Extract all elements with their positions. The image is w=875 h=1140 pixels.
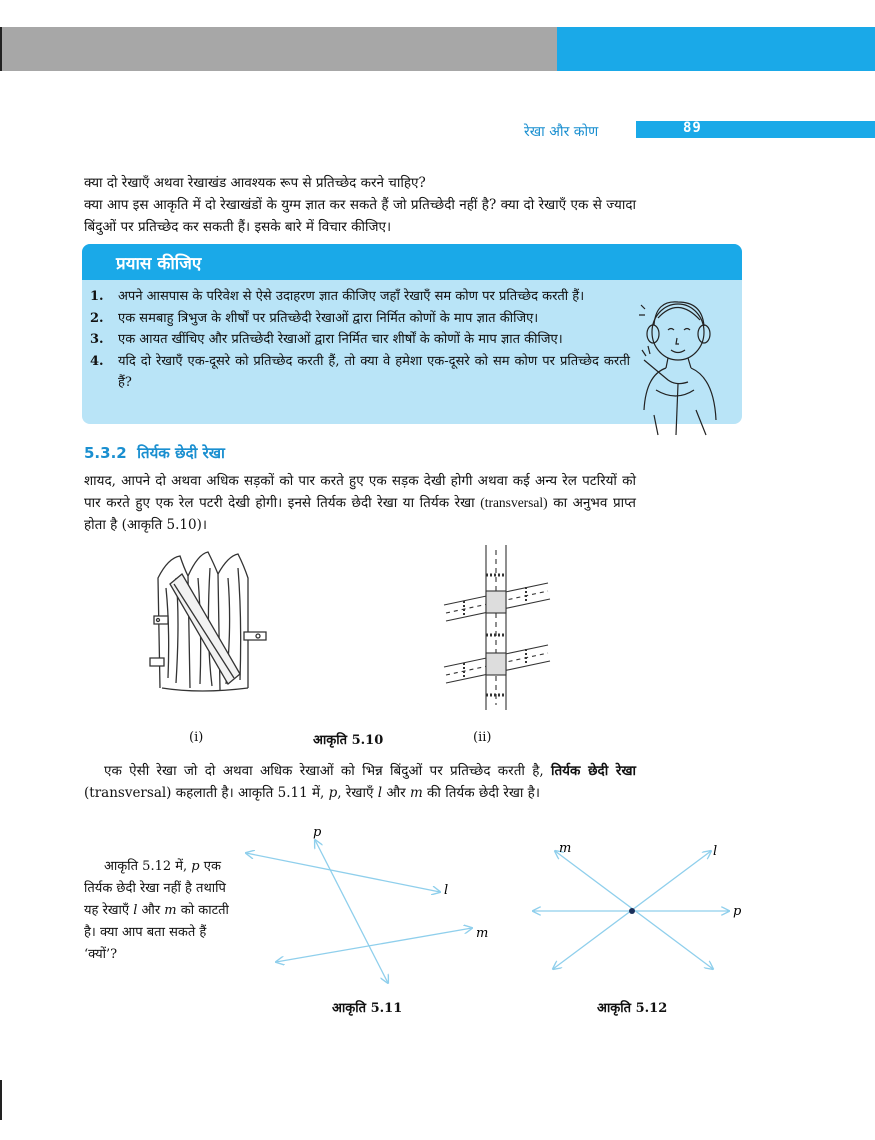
crop-mark-top [0, 27, 2, 71]
list-item [90, 286, 630, 308]
list-item-number: 1. [90, 289, 104, 304]
fence-illustration [140, 548, 275, 698]
side-note-var-l: l [133, 903, 138, 918]
definition-text-3: और [382, 785, 410, 801]
list-item [90, 329, 630, 351]
side-note-text-3: और [137, 903, 165, 918]
side-note [84, 856, 240, 966]
figure-label-i: (i) [189, 730, 204, 745]
definition-var-p: p [328, 785, 338, 801]
section-para-term: (transversal) [480, 495, 548, 510]
running-header-title: रेखा और कोण [524, 124, 599, 140]
thinking-girl-illustration [636, 290, 726, 440]
definition-start: एक ऐसी रेखा जो दो अथवा अधिक रेखाओं को भिन्न बिंदुओं पर प्रतिच्छेद करती है, [104, 763, 544, 779]
label-p: p [733, 904, 742, 919]
definition-paragraph [84, 760, 636, 804]
section-para-text: शायद, आपने दो अथवा अधिक सड़कों को पार करते हुए एक सड़क देखी होगी अथवा कई अन्य रेल पटरियों को पार करते हुए एक रेल पटरी देखी होगी। इनसे तिर्यक छेदी रेखा या तिर्यक रेखा [84, 473, 636, 511]
intro-line-1: क्या दो रेखाएँ अथवा रेखाखंड आवश्यक रूप से प्रतिच्छेद करने चाहिए? [84, 175, 426, 191]
list-item-number: 3. [90, 332, 104, 347]
page-number: 89 [683, 120, 702, 136]
list-item-text: एक समबाहु त्रिभुज के शीर्षों पर प्रतिच्छेदी रेखाओं द्वारा निर्मित कोणों के माप ज्ञात कीजिए। [118, 310, 539, 326]
line-p [315, 840, 388, 983]
list-item [90, 308, 630, 330]
side-note-var-p: p [191, 859, 200, 874]
side-note-text-2: एक तिर्यक छेदी रेखा नहीं है तथापि यह रेखाएँ [84, 859, 226, 918]
header-blue-bar [557, 27, 875, 71]
figure-5-12-diagram [525, 835, 755, 985]
line-l [246, 853, 440, 892]
label-l: l [713, 844, 718, 859]
section-number: 5.3.2 [84, 444, 127, 462]
list-item-number: 4. [90, 353, 104, 369]
figure-5-11-caption: आकृति 5.11 [332, 1001, 403, 1016]
intro-line-2: क्या आप इस आकृति में दो रेखाखंडों के युग्म ज्ञात कर सकते हैं जो प्रतिच्छेदी नहीं है? क्या दो रेखाएँ एक से ज्यादा बिंदुओं पर प्रतिच्छेद कर सकती हैं। इसके बारे में विचार कीजिए। [84, 197, 636, 235]
section-para-end: का अनुभव प्राप्त होता है (आकृति 5.10)। [84, 495, 636, 533]
figure-5-12-caption: आकृति 5.12 [597, 1001, 668, 1016]
list-item-text: एक आयत खींचिए और प्रतिच्छेदी रेखाओं द्वारा निर्मित चार शीर्षों के कोणों के माप ज्ञात कीजिए। [118, 332, 563, 347]
label-m: m [559, 841, 572, 856]
label-m: m [476, 926, 489, 941]
list-item-number: 2. [90, 310, 104, 326]
try-these-title: प्रयास कीजिए [116, 254, 202, 274]
definition-middle: (transversal) कहलाती है। आकृति 5.11 में, [84, 785, 329, 801]
page-number-band [636, 121, 875, 138]
rail-tracks-illustration [436, 545, 556, 710]
side-note-text-1: आकृति 5.12 में, [104, 859, 192, 874]
section-heading [84, 443, 225, 463]
side-note-text-4: को काटती है। क्या आप बता सकते हैं ‘क्यों’? [84, 903, 229, 962]
definition-term: तिर्यक छेदी रेखा [550, 763, 636, 779]
figure-5-10-caption: आकृति 5.10 [313, 733, 384, 748]
label-p: p [313, 825, 322, 840]
list-item-text: अपने आसपास के परिवेश से ऐसे उदाहरण ज्ञात कीजिए जहाँ रेखाएँ सम कोण पर प्रतिच्छेद करती हैं। [118, 289, 585, 304]
label-l: l [444, 883, 449, 898]
figure-5-11-diagram [240, 820, 500, 990]
definition-text-2: , रेखाएँ [337, 785, 378, 801]
list-item-text: यदि दो रेखाएँ एक-दूसरे को प्रतिच्छेद करती हैं, तो क्या वे हमेशा एक-दूसरे को सम कोण पर प्रतिच्छेद करती हैं? [118, 353, 630, 390]
definition-var-l: l [377, 785, 383, 801]
section-paragraph [84, 470, 636, 536]
header-gray-bar [0, 27, 557, 71]
try-these-list [90, 286, 630, 394]
crop-mark-bottom [0, 1080, 2, 1120]
list-item [90, 351, 630, 394]
section-title: तिर्यक छेदी रेखा [137, 444, 225, 462]
definition-end: की तिर्यक छेदी रेखा है। [422, 785, 540, 801]
side-note-var-m: m [164, 903, 177, 918]
intersection-point [629, 908, 635, 914]
try-these-header [82, 244, 742, 280]
figure-label-ii: (ii) [473, 730, 492, 745]
intro-paragraph [84, 172, 636, 238]
definition-var-m: m [409, 785, 423, 801]
